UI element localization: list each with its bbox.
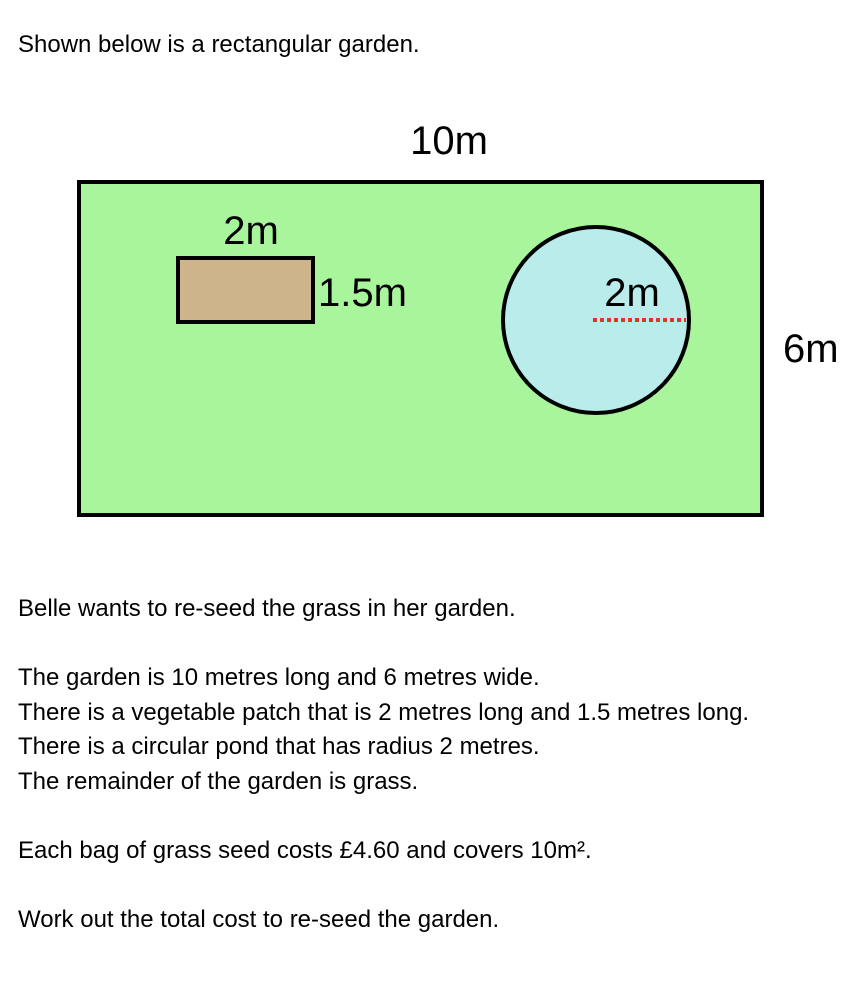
patch-length-label: 2m: [223, 209, 279, 253]
garden-width-label: 6m: [783, 327, 839, 371]
question-line-task: Work out the total cost to re-seed the garden.: [18, 905, 500, 933]
question-line-patch-size: There is a vegetable patch that is 2 metres long and 1.5 metres long.: [18, 698, 750, 726]
garden-length-label: 10m: [410, 119, 488, 163]
question-line-seed-cost: Each bag of grass seed costs £4.60 and covers 10m².: [18, 836, 592, 864]
question-line-remainder: The remainder of the garden is grass.: [18, 767, 419, 795]
question-text: [18, 592, 749, 937]
question-line-garden-size: The garden is 10 metres long and 6 metres wide.: [18, 664, 540, 691]
pond-radius-label: 2m: [604, 271, 660, 315]
intro-text: Shown below is a rectangular garden.: [18, 31, 420, 58]
question-line-intro: Belle wants to re-seed the grass in her garden.: [18, 595, 516, 622]
question-line-pond-radius: There is a circular pond that has radius 2 metres.: [18, 733, 540, 760]
patch-width-label: 1.5m: [318, 271, 407, 315]
vegetable-patch: [178, 258, 313, 322]
garden-diagram: [0, 100, 860, 530]
